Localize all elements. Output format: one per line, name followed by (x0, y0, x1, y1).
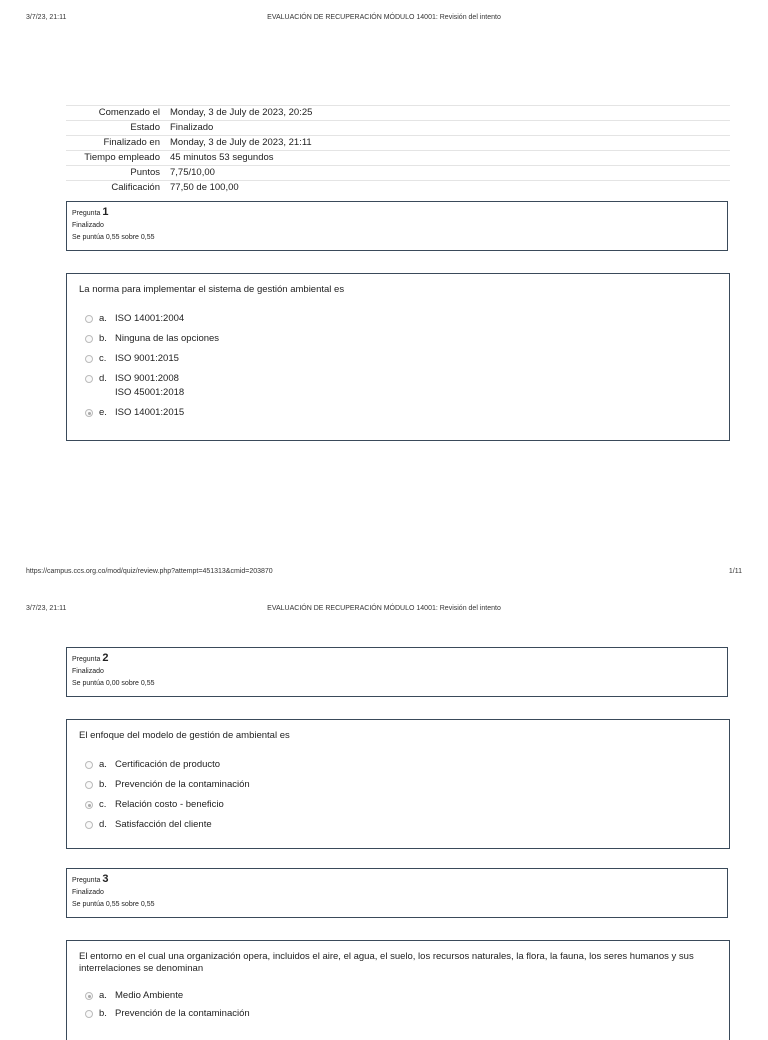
summary-value: 45 minutos 53 segundos (166, 151, 730, 166)
radio-icon[interactable] (85, 335, 93, 343)
answer-option[interactable]: a. ISO 14001:2004 (79, 312, 717, 332)
question-1-body (66, 273, 730, 441)
answer-option[interactable]: b. Ninguna de las opciones (79, 332, 717, 352)
radio-selected-icon[interactable] (85, 801, 93, 809)
answer-option[interactable]: b. Prevención de la contaminación (79, 1007, 717, 1025)
radio-icon[interactable] (85, 355, 93, 363)
summary-label: Finalizado en (66, 136, 166, 151)
print-url: https://campus.ccs.org.co/mod/quiz/review.php?attempt=451313&cmid=203870 (26, 568, 273, 575)
summary-label: Tiempo empleado (66, 151, 166, 166)
radio-icon[interactable] (85, 761, 93, 769)
answer-option[interactable]: c. Relación costo - beneficio (79, 798, 717, 818)
question-1-info (66, 201, 728, 251)
print-title: EVALUACIÓN DE RECUPERACIÓN MÓDULO 14001: Revisión del intento (267, 14, 501, 21)
question-status: Finalizado (72, 668, 104, 675)
question-text: La norma para implementar el sistema de gestión ambiental es (79, 284, 345, 295)
question-text: El enfoque del modelo de gestión de ambiental es (79, 730, 290, 741)
question-text: El entorno en el cual una organización opera, incluidos el aire, el agua, el suelo, los recursos naturales, la flora, la fauna, los seres humanos y sus interrelaciones se denominan (79, 951, 694, 974)
question-score: Se puntúa 0,55 sobre 0,55 (72, 234, 155, 241)
print-date: 3/7/23, 21:11 (26, 14, 67, 21)
summary-value: 77,50 de 100,00 (166, 181, 730, 196)
question-3-body (66, 940, 730, 1040)
answer-option[interactable]: d. ISO 9001:2008 ISO 45001:2018 (79, 372, 717, 406)
question-2-info (66, 647, 728, 697)
radio-icon[interactable] (85, 781, 93, 789)
summary-row (66, 166, 730, 181)
summary-label: Calificación (66, 181, 166, 196)
radio-icon[interactable] (85, 315, 93, 323)
page-header (0, 14, 768, 28)
radio-icon[interactable] (85, 821, 93, 829)
summary-value: Monday, 3 de July de 2023, 21:11 (166, 136, 730, 151)
print-date: 3/7/23, 21:11 (26, 605, 67, 612)
summary-row (66, 121, 730, 136)
question-number: Pregunta 1 (72, 206, 109, 218)
answer-option[interactable]: b. Prevención de la contaminación (79, 778, 717, 798)
summary-label: Puntos (66, 166, 166, 181)
question-number: Pregunta 3 (72, 873, 109, 885)
summary-label: Estado (66, 121, 166, 136)
page-header (0, 605, 768, 619)
answer-option[interactable]: c. ISO 9001:2015 (79, 352, 717, 372)
question-status: Finalizado (72, 889, 104, 896)
summary-value: Finalizado (166, 121, 730, 136)
summary-row (66, 181, 730, 196)
summary-row (66, 151, 730, 166)
answer-option[interactable]: a. Certificación de producto (79, 758, 717, 778)
question-score: Se puntúa 0,00 sobre 0,55 (72, 680, 155, 687)
summary-row (66, 106, 730, 121)
answer-option[interactable]: a. Medio Ambiente (79, 989, 717, 1007)
radio-icon[interactable] (85, 375, 93, 383)
summary-value: 7,75/10,00 (166, 166, 730, 181)
question-3-info (66, 868, 728, 918)
answer-option[interactable]: d. Satisfacción del cliente (79, 818, 717, 838)
question-score: Se puntúa 0,55 sobre 0,55 (72, 901, 155, 908)
question-status: Finalizado (72, 222, 104, 229)
summary-value: Monday, 3 de July de 2023, 20:25 (166, 106, 730, 121)
page-number: 1/11 (728, 568, 742, 575)
attempt-summary-table (66, 105, 730, 195)
print-title: EVALUACIÓN DE RECUPERACIÓN MÓDULO 14001: Revisión del intento (267, 605, 501, 612)
question-number: Pregunta 2 (72, 652, 109, 664)
summary-row (66, 136, 730, 151)
question-2-body (66, 719, 730, 849)
summary-label: Comenzado el (66, 106, 166, 121)
answer-option[interactable]: e. ISO 14001:2015 (79, 406, 717, 426)
radio-selected-icon[interactable] (85, 409, 93, 417)
radio-selected-icon[interactable] (85, 992, 93, 1000)
radio-icon[interactable] (85, 1010, 93, 1018)
